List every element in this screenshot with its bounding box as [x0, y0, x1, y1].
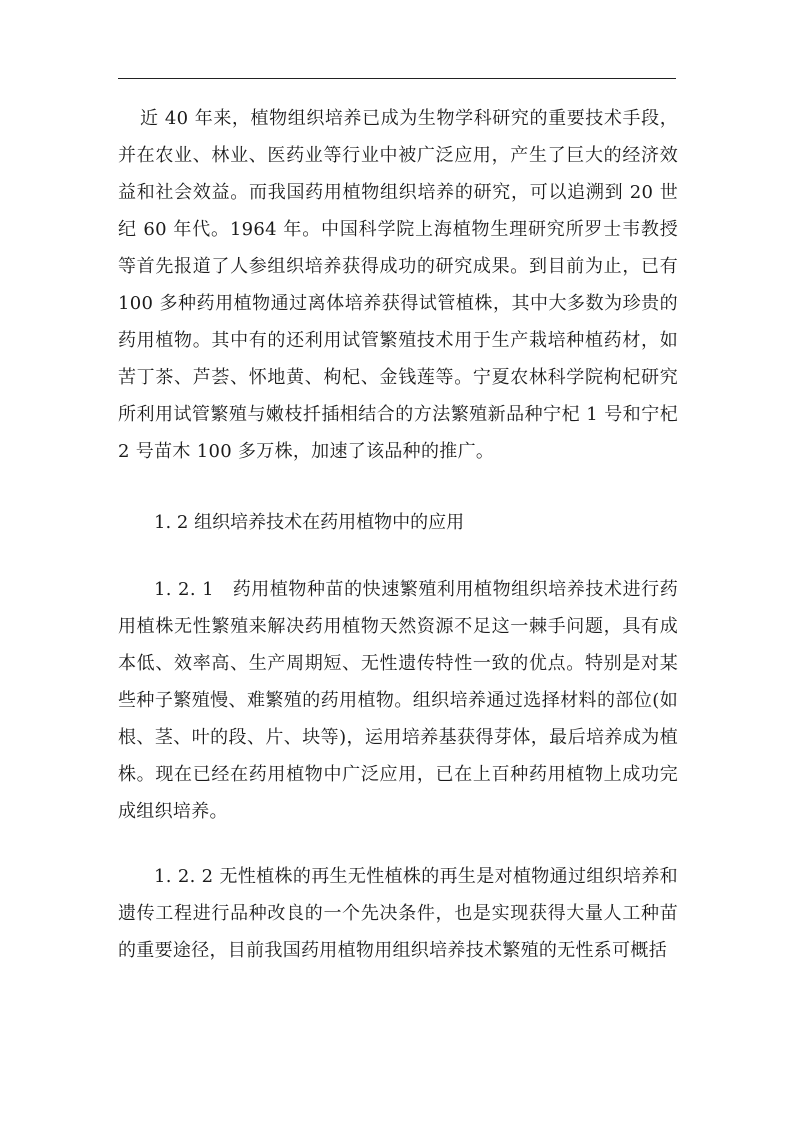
- paragraph-intro: 近 40 年来，植物组织培养已成为生物学科研究的重要技术手段，并在农业、林业、医药业等行业中被广泛应用，产生了巨大的经济效益和社会效益。而我国药用植物组织培养的研究，可以追溯到 20 世纪 60 年代。1964 年。中国科学院上海植物生理研究所罗士韦教授等首先报道了人参组织培养获得成功的研究成果。到目前为止，已有 100 多种药用植物通过离体培养获得试管植株，其中大多数为珍贵的药用植物。其中有的还利用试管繁殖技术用于生产栽培种植药材，如苦丁茶、芦荟、怀地黄、枸杞、金钱莲等。宁夏农林科学院枸杞研究所利用试管繁殖与嫩枝扦插相结合的方法繁殖新品种宁杞 1 号和宁杞 2 号苗木 100 多万株，加速了该品种的推广。: [118, 108, 678, 462]
- section-heading-1-2: 1. 2 组织培养技术在药用植物中的应用: [154, 512, 465, 533]
- document-body: [118, 100, 678, 969]
- paragraph-1-2-1: 1. 2. 1 药用植物种苗的快速繁殖利用植物组织培养技术进行药用植株无性繁殖来解决药用植物天然资源不足这一棘手问题，具有成本低、效率高、生产周期短、无性遗传特性一致的优点。特别是对某些种子繁殖慢、难繁殖的药用植物。组织培养通过选择材料的部位(如根、茎、叶的段、片、块等)，运用培养基获得芽体，最后培养成为植株。现在已经在药用植物中广泛应用，已在上百种药用植物上成功完成组织培养。: [118, 579, 678, 822]
- header-rule: [118, 78, 676, 79]
- paragraph-1-2-2: 1. 2. 2 无性植株的再生无性植株的再生是对植物通过组织培养和遗传工程进行品种改良的一个先决条件，也是实现获得大量人工种苗的重要途径，目前我国药用植物用组织培养技术繁殖的无性系可概括: [118, 866, 678, 961]
